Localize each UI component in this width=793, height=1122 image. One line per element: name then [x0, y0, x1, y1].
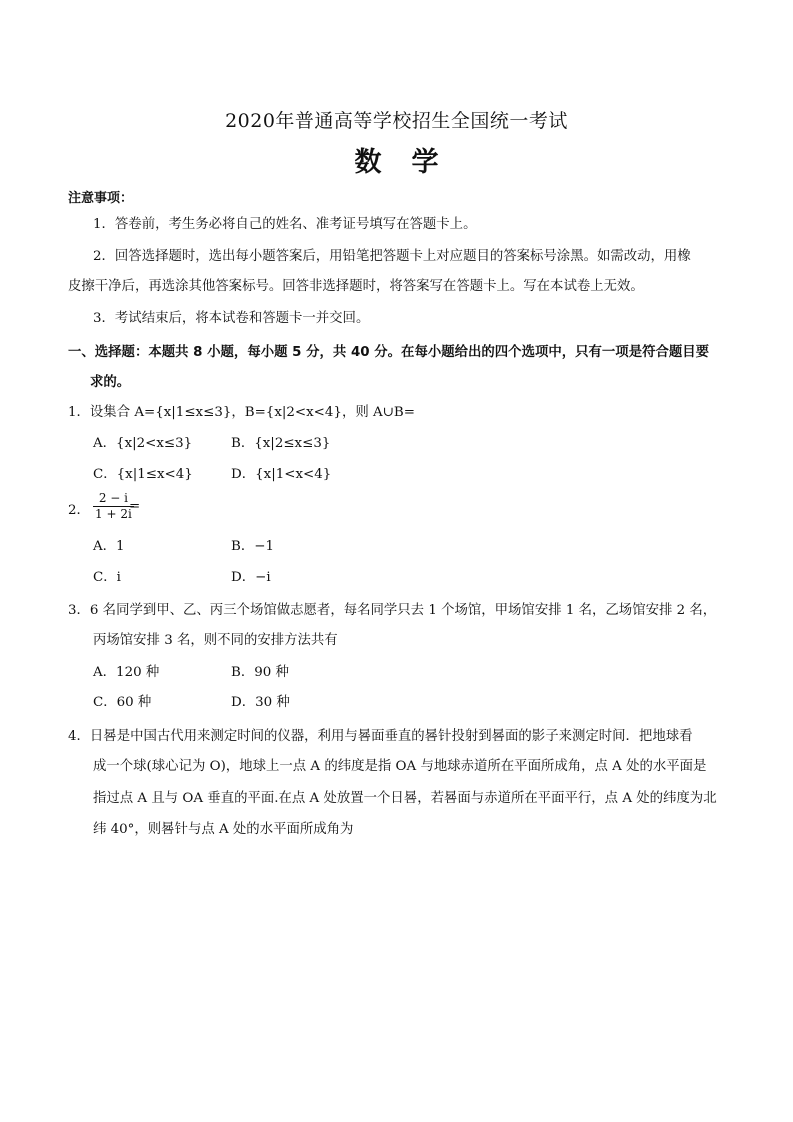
q1-option-d: D．{x|1<x<4}: [231, 467, 332, 482]
exam-title: 2020年普通高等学校招生全国统一考试: [225, 110, 568, 132]
subject-title: 数学: [354, 147, 469, 178]
question-2-equals: =: [129, 499, 141, 514]
question-1-stem: 1．设集合 A={x|1≤x≤3}，B={x|2<x<4}，则 A∪B=: [68, 405, 415, 420]
question-2-number: 2．: [68, 503, 90, 518]
q2-option-a: A．1: [93, 539, 125, 554]
q2-option-c: C．i: [93, 570, 121, 585]
q3-option-d: D．30 种: [231, 695, 290, 710]
q3-option-c: C．60 种: [93, 695, 152, 710]
q3-option-b: B．90 种: [231, 665, 289, 680]
section-heading-line1: 一、选择题：本题共 8 小题，每小题 5 分，共 40 分。在每小题给出的四个选项中，只有一项是符合题目要: [68, 345, 710, 360]
question-3-stem-line1: 3．6 名同学到甲、乙、丙三个场馆做志愿者，每名同学只去 1 个场馆，甲场馆安排 1 名，乙场馆安排 2 名，: [68, 603, 717, 618]
question-4-stem-line3: 指过点 A 且与 OA 垂直的平面.在点 A 处放置一个日晷，若晷面与赤道所在平面平行，点 A 处的纬度为北: [93, 791, 717, 806]
q2-option-d: D．−i: [231, 570, 271, 585]
fraction-numerator: 2 − i: [93, 491, 134, 507]
question-2-fraction: [93, 491, 134, 522]
notice-item-2: 2．回答选择题时，选出每小题答案后，用铅笔把答题卡上对应题目的答案标号涂黑。如需改动，用橡: [93, 249, 691, 264]
q1-option-c: C．{x|1≤x<4}: [93, 467, 193, 482]
q3-option-a: A．120 种: [93, 665, 160, 680]
fraction-denominator: 1 + 2i: [95, 507, 132, 521]
question-3-stem-line2: 丙场馆安排 3 名，则不同的安排方法共有: [93, 633, 338, 648]
notice-item-1: 1．答卷前，考生务必将自己的姓名、准考证号填写在答题卡上。: [93, 217, 477, 232]
q1-option-a: A．{x|2<x≤3}: [93, 436, 193, 451]
question-4-stem-line2: 成一个球(球心记为 O)，地球上一点 A 的纬度是指 OA 与地球赤道所在平面所成角，点 A 处的水平面是: [93, 759, 707, 774]
question-4-stem-line1: 4．日晷是中国古代用来测定时间的仪器，利用与晷面垂直的晷针投射到晷面的影子来测定时间．把地球看: [68, 729, 693, 744]
notice-item-3: 3．考试结束后，将本试卷和答题卡一并交回。: [93, 311, 370, 326]
q2-option-b: B．−1: [231, 539, 274, 554]
question-4-stem-line4: 纬 40°，则晷针与点 A 处的水平面所成角为: [93, 822, 354, 837]
section-heading: [68, 338, 728, 398]
notice-heading: 注意事项：: [68, 191, 134, 206]
q1-option-b: B．{x|2≤x≤3}: [231, 436, 331, 451]
notice-item-2-cont: 皮擦干净后，再选涂其他答案标号。回答非选择题时，将答案写在答题卡上。写在本试卷上无效。: [68, 279, 644, 294]
section-heading-line2: 求的。: [90, 375, 131, 390]
